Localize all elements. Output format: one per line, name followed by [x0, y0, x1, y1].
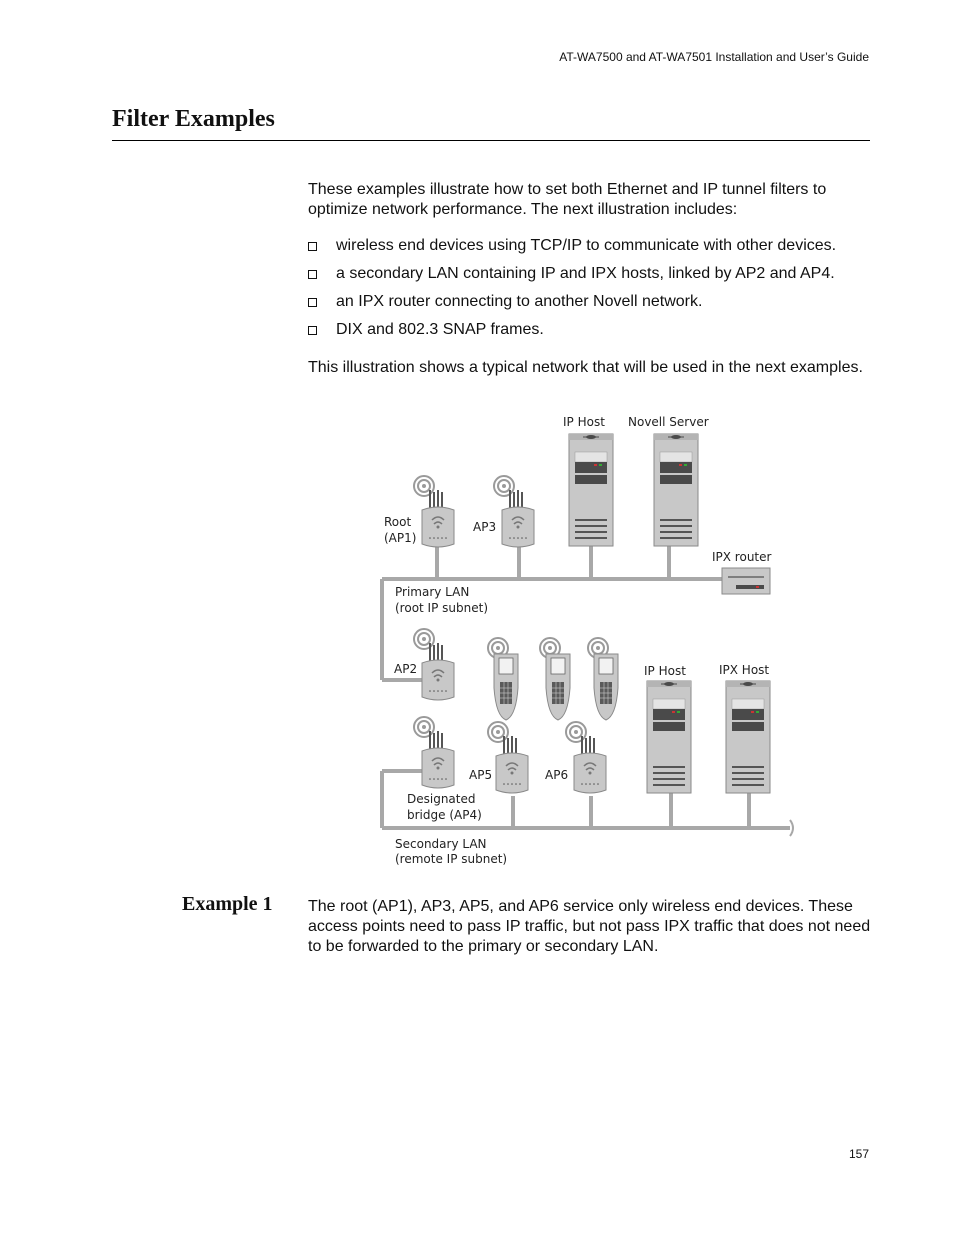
list-item — [308, 236, 878, 256]
label-primary-lan-subnet: (root IP subnet) — [395, 601, 488, 615]
illustration-caption: This illustration shows a typical network that will be used in the next examples. — [308, 359, 863, 376]
designated-bridge-ap4-icon — [414, 717, 454, 788]
ip-host-server-icon — [569, 434, 613, 546]
label-ap2: AP2 — [394, 662, 418, 676]
title-rule — [112, 140, 870, 141]
ap6-icon — [566, 722, 606, 793]
label-root: Root — [384, 515, 412, 529]
label-root-ap1: (AP1) — [384, 531, 417, 545]
label-ap3: AP3 — [473, 520, 497, 534]
ap5-icon — [488, 722, 528, 793]
label-novell-server: Novell Server — [628, 415, 709, 429]
label-ip-host-bottom: IP Host — [644, 664, 686, 678]
ip-host-server-icon — [647, 681, 691, 793]
label-designated: Designated — [407, 792, 476, 806]
handheld-device-icon — [588, 638, 618, 720]
label-secondary-lan: Secondary LAN — [395, 837, 487, 851]
ipx-host-server-icon — [726, 681, 770, 793]
checkbox-bullet-icon — [308, 242, 317, 251]
label-secondary-lan-subnet: (remote IP subnet) — [395, 852, 508, 866]
list-item — [308, 292, 878, 312]
list-item-text: wireless end devices using TCP/IP to communicate with other devices. — [336, 237, 837, 254]
handheld-device-icon — [488, 638, 518, 720]
section-title: Filter Examples — [112, 106, 275, 132]
label-ap6: AP6 — [545, 768, 569, 782]
label-ipx-host: IPX Host — [719, 663, 770, 677]
list-item — [308, 264, 878, 284]
ap2-icon — [414, 629, 454, 700]
list-item-text: DIX and 802.3 SNAP frames. — [336, 321, 544, 338]
example-1-heading: Example 1 — [182, 893, 273, 915]
ipx-router-icon — [722, 568, 770, 594]
checkbox-bullet-icon — [308, 326, 317, 335]
label-ipx-router: IPX router — [712, 550, 772, 564]
checkbox-bullet-icon — [308, 298, 317, 307]
network-diagram — [378, 408, 798, 878]
feature-list — [308, 236, 878, 348]
handheld-device-icon — [540, 638, 570, 720]
list-item-text: an IPX router connecting to another Novell network. — [336, 293, 703, 310]
checkbox-bullet-icon — [308, 270, 317, 279]
novell-server-icon — [654, 434, 698, 546]
label-ip-host-top: IP Host — [563, 415, 605, 429]
page-number: 157 — [848, 1147, 869, 1161]
label-ap5: AP5 — [469, 768, 493, 782]
root-ap1-icon — [414, 476, 454, 547]
label-primary-lan: Primary LAN — [395, 585, 470, 599]
list-item — [308, 320, 878, 340]
example-1-paragraph: The root (AP1), AP3, AP5, and AP6 service only wireless end devices. These access points need to pass IP traffic, but not pass IPX traffic that does not need to be forwarded to the primary or secondary LAN. — [308, 898, 871, 955]
label-designated-bridge: bridge (AP4) — [407, 808, 482, 822]
list-item-text: a secondary LAN containing IP and IPX hosts, linked by AP2 and AP4. — [336, 265, 835, 282]
intro-paragraph: These examples illustrate how to set both Ethernet and IP tunnel filters to optimize network performance. The next illustration includes: — [308, 181, 827, 218]
ap3-icon — [494, 476, 534, 547]
running-header: AT-WA7500 and AT-WA7501 Installation and User’s Guide — [559, 50, 869, 64]
